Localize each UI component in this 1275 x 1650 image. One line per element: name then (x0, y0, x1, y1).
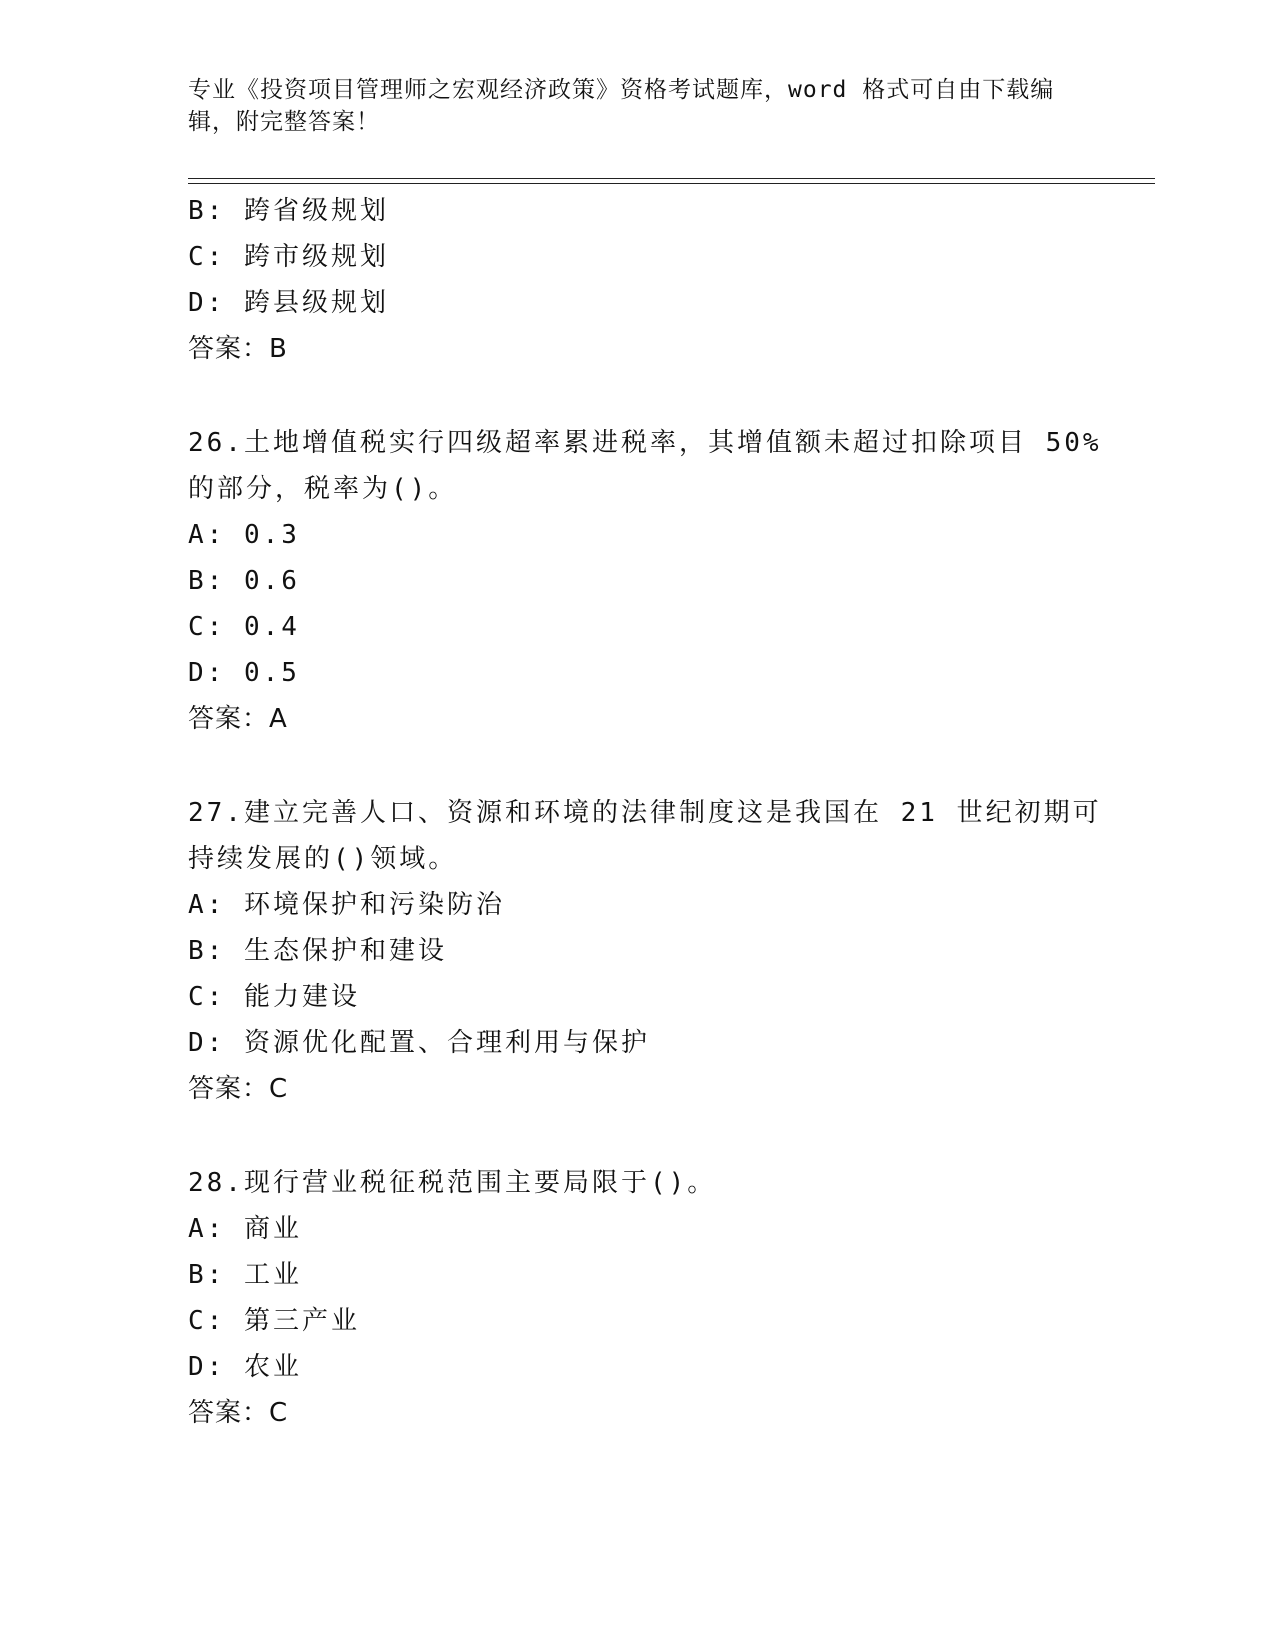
answer-line: 答案：A (188, 704, 288, 734)
question-25-partial (188, 188, 1088, 372)
question-list (188, 188, 1102, 1436)
option-c: C: 第三产业 (188, 1306, 360, 1336)
question-28 (188, 1160, 1088, 1436)
option-d: D: 跨县级规划 (188, 288, 389, 318)
question-spacer (188, 372, 1088, 420)
option-c: C: 0.4 (188, 612, 300, 642)
question-spacer (188, 1112, 1088, 1160)
question-stem-line-2: 的部分，税率为()。 (188, 474, 458, 504)
header-line-1: 专业《投资项目管理师之宏观经济政策》资格考试题库，word 格式可自由下载编 (188, 77, 1055, 103)
question-26 (188, 420, 1102, 742)
question-stem-line-2: 持续发展的()领域。 (188, 844, 458, 874)
header-divider-bottom (188, 183, 1155, 184)
option-b: B: 跨省级规划 (188, 196, 389, 226)
answer-line: 答案：C (188, 1074, 289, 1104)
question-stem-line-1: 26.土地增值税实行四级超率累进税率，其增值额未超过扣除项目 50% (188, 428, 1102, 458)
option-d: D: 农业 (188, 1352, 302, 1382)
option-c: C: 跨市级规划 (188, 242, 389, 272)
option-b: B: 生态保护和建设 (188, 936, 447, 966)
header-line-2: 辑，附完整答案！ (188, 109, 380, 135)
question-spacer (188, 742, 1088, 790)
option-b: B: 0.6 (188, 566, 300, 596)
question-stem-line-1: 27.建立完善人口、资源和环境的法律制度这是我国在 21 世纪初期可 (188, 798, 1102, 828)
option-a: A: 商业 (188, 1214, 302, 1244)
option-a: A: 环境保护和污染防治 (188, 890, 505, 920)
question-stem-line-1: 28.现行营业税征税范围主要局限于()。 (188, 1168, 717, 1198)
option-d: D: 0.5 (188, 658, 300, 688)
option-a: A: 0.3 (188, 520, 300, 550)
answer-line: 答案：B (188, 334, 288, 364)
option-c: C: 能力建设 (188, 982, 360, 1012)
header-divider-top (188, 178, 1155, 179)
document-header (188, 74, 1088, 138)
answer-line: 答案：C (188, 1398, 289, 1428)
option-b: B: 工业 (188, 1260, 302, 1290)
option-d: D: 资源优化配置、合理利用与保护 (188, 1028, 650, 1058)
question-27 (188, 790, 1102, 1112)
